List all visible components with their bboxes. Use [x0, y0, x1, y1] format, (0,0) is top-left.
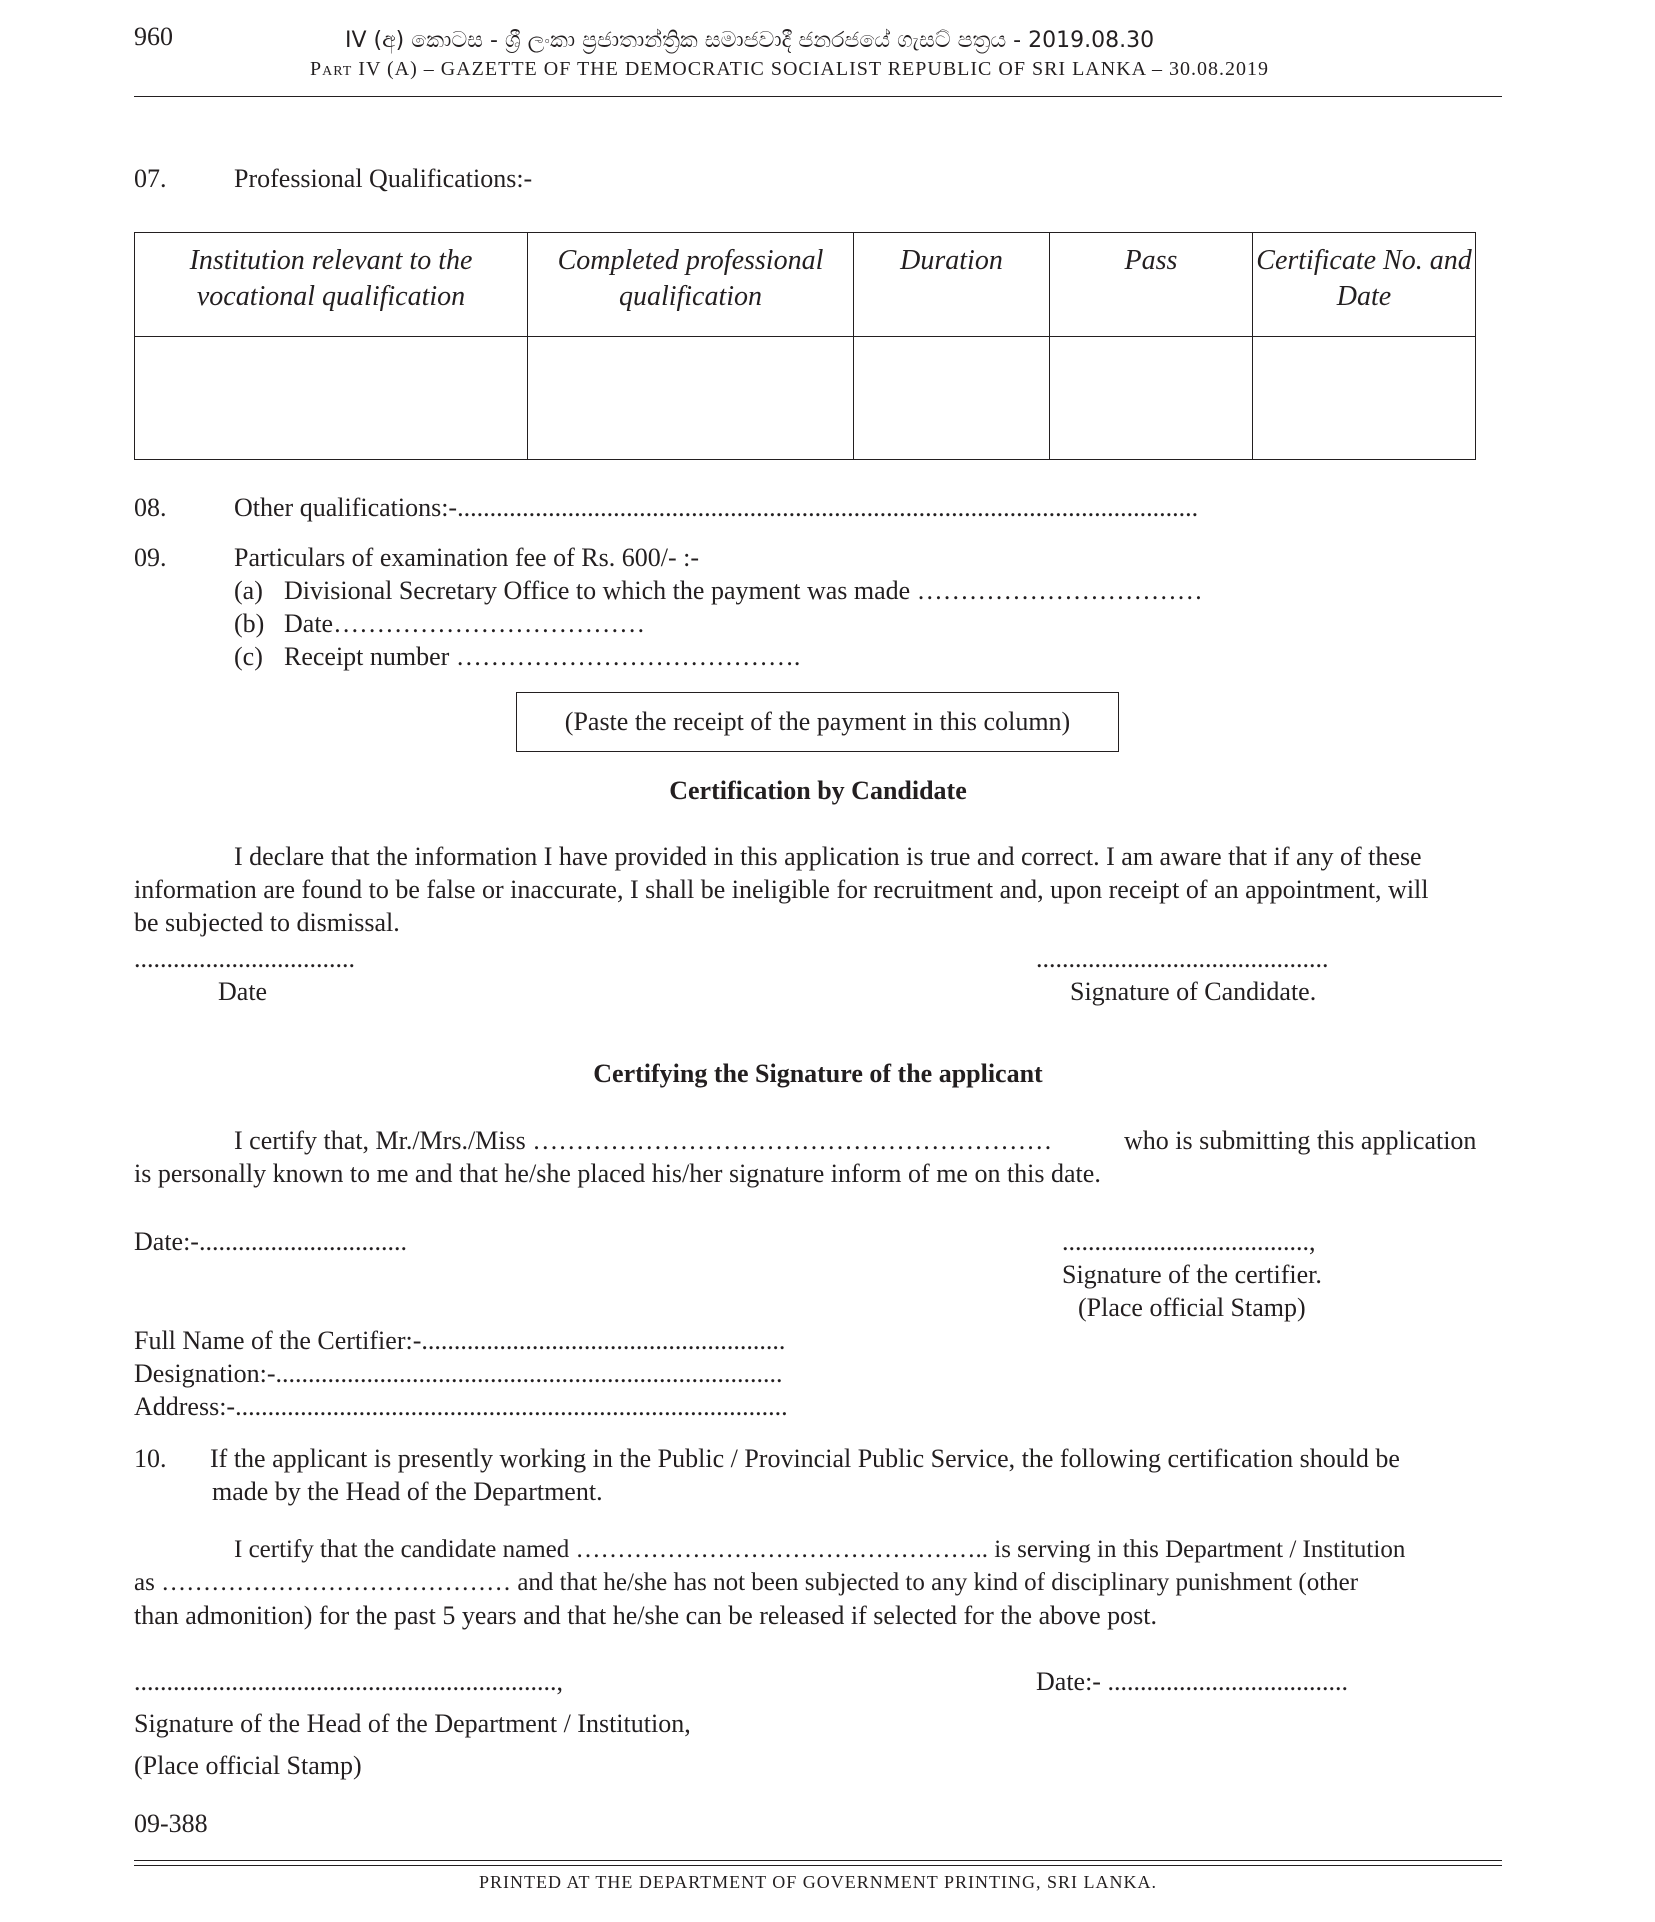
table-header-completed: Completed professional qualification — [557, 245, 824, 312]
section-09-label: Particulars of examination fee of Rs. 600/- :- — [234, 543, 699, 572]
table-input-duration[interactable] — [853, 336, 1050, 460]
candidate-signature-label: Signature of Candidate. — [1070, 977, 1317, 1006]
section-10-number: 10. — [134, 1444, 167, 1473]
certifier-address-field[interactable]: Address:-..................................................................................... — [134, 1392, 788, 1421]
table-header-cell-certificate — [1252, 232, 1476, 337]
certifier-full-name-field[interactable]: Full Name of the Certifier:-........................................................ — [134, 1326, 786, 1355]
head-stamp-label: (Place official Stamp) — [134, 1751, 362, 1780]
candidate-declaration-line-1: I declare that the information I have provided in this application is true and correct. I am aware that if any of these — [234, 842, 1422, 871]
payment-date-field[interactable]: Date……………………………… — [284, 609, 646, 638]
item-b-marker: (b) — [234, 609, 265, 638]
certifier-date-field[interactable]: Date:-................................ — [134, 1227, 407, 1256]
table-input-completed[interactable] — [527, 336, 854, 460]
certifying-signature-heading: Certifying the Signature of the applicant — [593, 1059, 1043, 1088]
head-certify-line-2[interactable]: as …………………………………… and that he/she has not been subjected to any kind of disciplinary punishment (other — [134, 1569, 1359, 1596]
item-c-marker: (c) — [234, 642, 263, 671]
head-signature-label: Signature of the Head of the Department / Institution, — [134, 1709, 691, 1738]
certify-line-2: is personally known to me and that he/she placed his/her signature inform of me on this date. — [134, 1159, 1101, 1188]
section-07-label: Professional Qualifications:- — [234, 164, 533, 193]
candidate-date-label: Date — [218, 977, 268, 1006]
sinhala-gazette-title: IV (අ) කොටස - ශ්‍රී ලංකා ප්‍රජාතාන්ත්‍රික සමාජවාදී ජනරජයේ ගැසට් පත්‍රය - 2019.08.30 — [345, 28, 1155, 53]
certifier-designation-field[interactable]: Designation:-.............................................................................. — [134, 1359, 783, 1388]
section-09-number: 09. — [134, 543, 167, 572]
footer-rule-top — [134, 1860, 1502, 1861]
candidate-declaration-line-3: be subjected to dismissal. — [134, 908, 400, 937]
head-certify-line-1[interactable]: I certify that the candidate named ………………………………………….. is serving in this Department / Institution — [234, 1536, 1406, 1563]
table-header-pass: Pass — [1124, 245, 1178, 276]
certify-line-1a[interactable]: I certify that, Mr./Mrs./Miss …………………………………………………… — [234, 1126, 1053, 1155]
table-header-cell-institution — [134, 232, 528, 337]
footer-printer-note: PRINTED AT THE DEPARTMENT OF GOVERNMENT PRINTING, SRI LANKA. — [479, 1872, 1157, 1892]
table-header-cell-completed — [527, 232, 854, 337]
table-input-institution[interactable] — [134, 336, 528, 460]
section-08-number: 08. — [134, 493, 167, 522]
certifier-stamp-label: (Place official Stamp) — [1078, 1293, 1306, 1322]
table-input-certificate[interactable] — [1252, 336, 1476, 460]
table-header-certificate: Certificate No. and Date — [1256, 245, 1472, 312]
footer-rule-bottom — [134, 1865, 1502, 1866]
reference-number: 09-388 — [134, 1809, 208, 1838]
english-gazette-title: Part IV (A) – GAZETTE OF THE DEMOCRATIC SOCIALIST REPUBLIC OF SRI LANKA – 30.08.2019 — [310, 58, 1269, 80]
section-10-line-1: If the applicant is presently working in the Public / Provincial Public Service, the following certification should be — [210, 1444, 1400, 1473]
table-header-institution: Institution relevant to the vocational qualification — [189, 245, 473, 312]
section-07-number: 07. — [134, 164, 167, 193]
table-input-pass[interactable] — [1049, 336, 1253, 460]
head-date-field[interactable]: Date:- ..................................... — [1036, 1667, 1348, 1696]
candidate-signature-field[interactable]: ............................................. — [1036, 944, 1329, 973]
receipt-number-field[interactable]: Receipt number …………………………………. — [284, 642, 801, 671]
table-header-cell-duration — [853, 232, 1050, 337]
certifier-signature-field[interactable]: ......................................, — [1062, 1227, 1316, 1256]
certify-line-1b: who is submitting this application — [1124, 1126, 1477, 1155]
header-rule — [134, 96, 1502, 97]
item-a-marker: (a) — [234, 576, 263, 605]
other-qualifications-field[interactable]: Other qualifications:-.................................................................................................................. — [234, 493, 1199, 522]
table-header-duration: Duration — [900, 245, 1003, 276]
head-signature-field[interactable]: ................................................................., — [134, 1667, 563, 1696]
head-certify-line-3: than admonition) for the past 5 years and that he/she can be released if selected for the above post. — [134, 1601, 1158, 1630]
table-header-cell-pass — [1049, 232, 1253, 337]
candidate-certification-heading: Certification by Candidate — [669, 776, 967, 805]
section-10-line-2: made by the Head of the Department. — [212, 1477, 603, 1506]
divisional-office-field[interactable]: Divisional Secretary Office to which the payment was made …………………………… — [284, 576, 1203, 605]
candidate-declaration-line-2: information are found to be false or inaccurate, I shall be ineligible for recruitment and, upon receipt of an appointment, will — [134, 875, 1429, 904]
receipt-paste-label: (Paste the receipt of the payment in this column) — [564, 707, 1071, 736]
receipt-paste-box[interactable] — [516, 692, 1119, 752]
certifier-signature-label: Signature of the certifier. — [1062, 1260, 1322, 1289]
page-number: 960 — [134, 22, 173, 51]
candidate-date-field[interactable]: .................................. — [134, 944, 355, 973]
